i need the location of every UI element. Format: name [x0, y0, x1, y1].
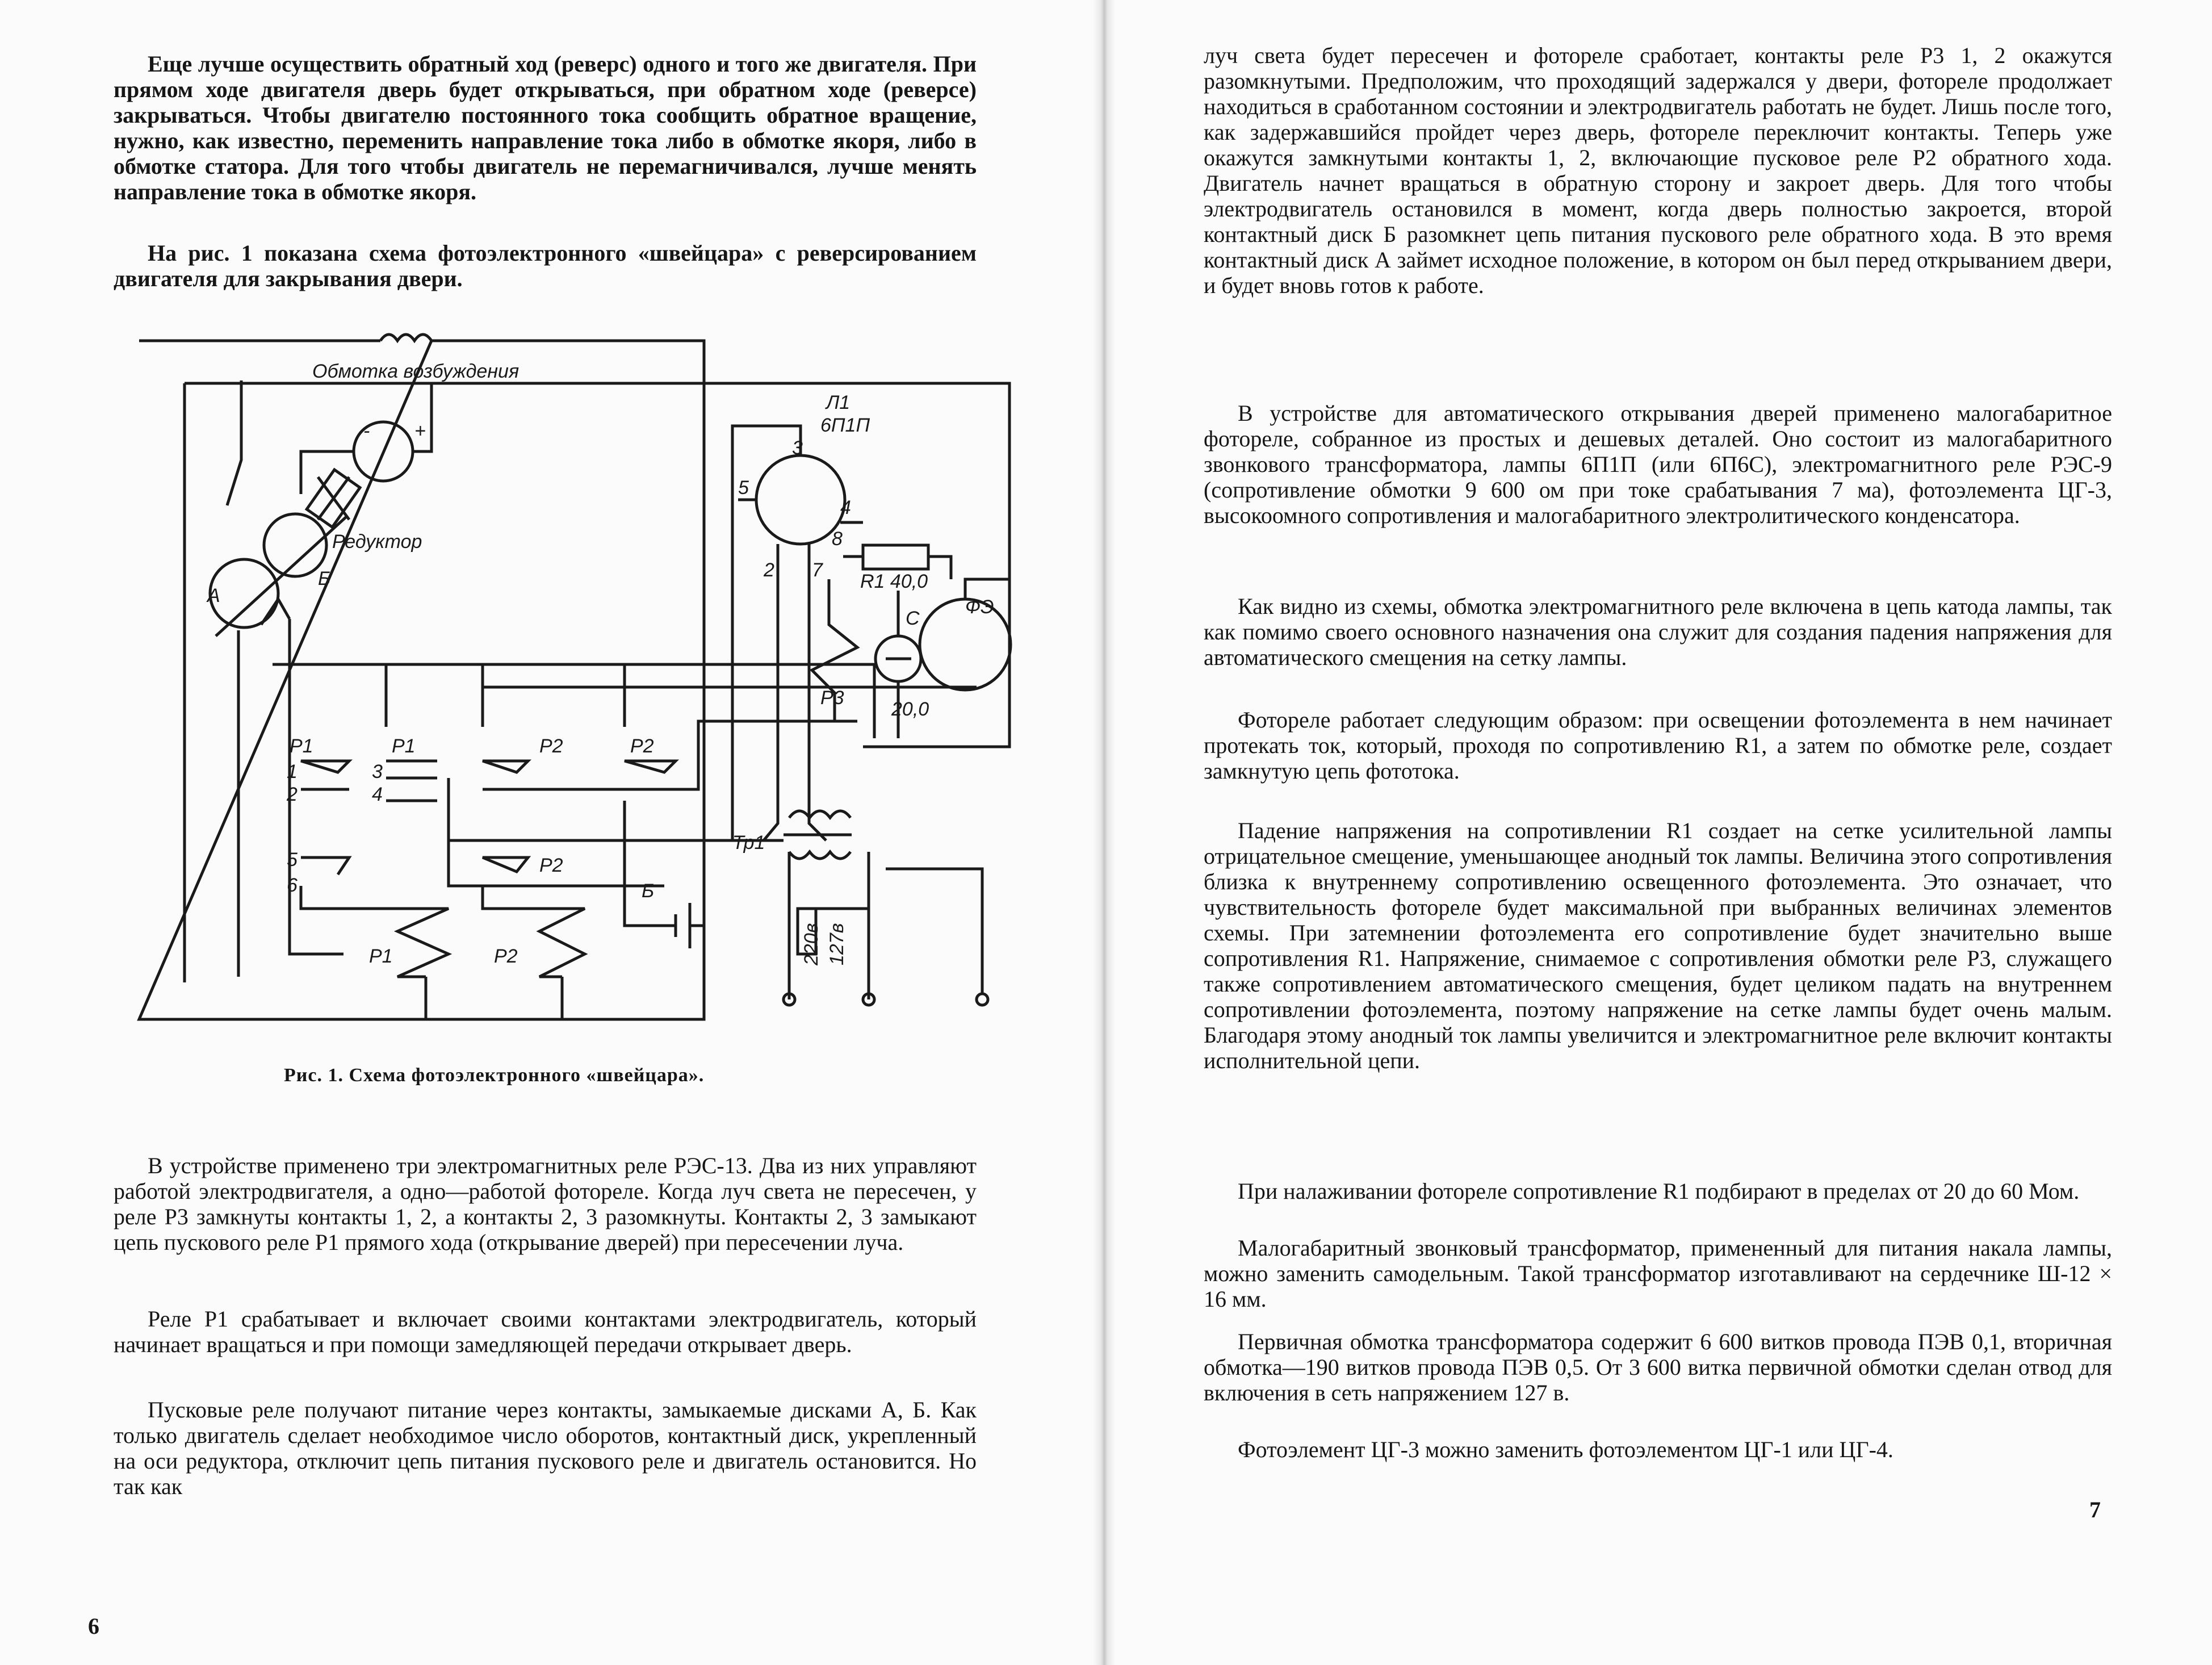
label-reducer: Редуктор	[332, 531, 422, 553]
right-paragraph-9: Фотоэлемент ЦГ-3 можно заменить фотоэлементом ЦГ-1 или ЦГ-4.	[1238, 1437, 1893, 1462]
label-p2-a: Р2	[539, 735, 563, 757]
label-disk-b: Б	[318, 568, 331, 589]
label-pin-4: 4	[840, 497, 851, 518]
label-motor-plus: +	[414, 420, 426, 442]
label-p1-coil: Р1	[369, 946, 393, 967]
figure-caption: Рис. 1. Схема фотоэлектронного «швейцара».	[284, 1065, 705, 1086]
left-paragraph-5: Пусковые реле получают питание через контакты, замыкаемые дисками А, Б. Как только двигатель сделает необходимое число оборотов, контактный диск, укрепленный на оси редуктора, отключит цепь питания пускового реле и двигатель остановится. Но так как	[114, 1397, 977, 1499]
label-p1-mid: Р1	[392, 735, 416, 757]
left-paragraph-2: На рис. 1 показана схема фотоэлектронного «швейцара» с реверсированием двигателя для закрывания двери.	[114, 240, 977, 291]
label-contact-2: 2	[287, 784, 298, 805]
label-battery-b: Б	[642, 880, 655, 902]
label-pin-2: 2	[764, 559, 774, 581]
label-127v: 127в	[826, 923, 848, 965]
label-lamp-type: 6П1П	[820, 415, 870, 436]
label-p2-coil: Р2	[494, 946, 518, 967]
label-contact-4: 4	[372, 784, 383, 805]
left-paragraph-3: В устройстве применено три электромагнитных реле РЭС-13. Два из них управляют работой электродвигателя, а одно—работой фотореле. Когда луч света не пересечен, у реле Р3 замкнуты контакты 1, 2, а контакты 2, 3 разомкнуты. Контакты 2, 3 замыкают цепь пускового реле Р1 прямого хода (открывание дверей) при пересечении луча.	[114, 1153, 977, 1255]
label-r3: Р3	[820, 687, 844, 709]
left-paragraph-1: Еще лучше осуществить обратный ход (реверс) одного и того же двигателя. При прямом ходе двигателя дверь будет открываться, при обратном ходе (реверсе) закрываться. Чтобы двигателю постоянного тока сообщить обратное вращение, нужно, как известно, переменить направление тока либо в обмотке якоря, либо в обмотке статора. Для того чтобы двигатель не перемагничивался, лучше менять направление тока в обмотке якоря.	[114, 51, 977, 204]
label-pin-8: 8	[832, 528, 843, 550]
left-paragraph-4: Реле Р1 срабатывает и включает своими контактами электродвигатель, который начинает вращаться и при помощи замедляющей передачи открывает дверь.	[114, 1306, 977, 1357]
label-pin-5: 5	[738, 477, 749, 499]
right-paragraph-1: луч света будет пересечен и фотореле сработает, контакты реле Р3 1, 2 окажутся разомкнутыми. Предположим, что проходящий задержался у двери, фотореле продолжает находиться в сработанном состоянии и электродвигатель работать не будет. Лишь после того, как задержавшийся пройдет через дверь, фотореле переключит контакты. Теперь уже окажутся замкнутыми контакты 1, 2, включающие пусковое реле Р2 обратного хода. Двигатель начнет вращаться в обратную сторону и закроет дверь. Для того чтобы электродвигатель остановился в момент, когда дверь полностью закроется, второй контактный диск Б разомкнет цепь питания пускового реле обратного хода. В это время контактный диск А займет исходное положение, в котором он был перед открыванием двери, и будет вновь готов к работе.	[1204, 43, 2112, 298]
right-paragraph-3: Как видно из схемы, обмотка электромагнитного реле включена в цепь катода лампы, так как помимо своего основного назначения она служит для создания падения напряжения для автоматического смещения на сетку лампы.	[1204, 593, 2112, 670]
label-pin-3: 3	[792, 437, 803, 459]
label-contact-1: 1	[287, 761, 298, 783]
page-number-left: 6	[88, 1613, 99, 1639]
label-p2-b: Р2	[630, 735, 654, 757]
label-field-winding: Обмотка возбуждения	[312, 361, 520, 382]
right-paragraph-7: Малогабаритный звонковый трансформатор, примененный для питания накала лампы, можно заменить самодельным. Такой трансформатор изготавливают на сердечнике Ш-12 × 16 мм.	[1204, 1235, 2112, 1312]
label-p2-c: Р2	[539, 855, 563, 876]
relay-schematic-figure	[131, 329, 1050, 1028]
left-page	[0, 0, 1101, 1665]
right-paragraph-2: В устройстве для автоматического открывания дверей применено малогабаритное фотореле, собранное из простых и дешевых деталей. Оно состоит из малогабаритного звонкового трансформатора, лампы 6П1П (или 6П6С), электромагнитного реле РЭС-9 (сопротивление обмотки 9 600 ом при токе срабатывания 7 ма), фотоэлемента ЦГ-3, высокоомного сопротивления и малогабаритного электролитического конденсатора.	[1204, 400, 2112, 528]
label-tr1: Тр1	[732, 832, 765, 854]
label-contact-6: 6	[287, 875, 298, 896]
right-paragraph-8: Первичная обмотка трансформатора содержит 6 600 витков провода ПЭВ 0,1, вторичная обмотка—190 витков провода ПЭВ 0,5. От 3 600 витка первичной обмотки сделан отвод для включения в сеть напряжением 127 в.	[1204, 1329, 2112, 1405]
label-photocell: ФЭ	[965, 596, 994, 618]
right-paragraph-6: При налаживании фотореле сопротивление R1 подбирают в пределах от 20 до 60 Мом.	[1238, 1178, 2080, 1204]
right-paragraph-5: Падение напряжения на сопротивлении R1 создает на сетке усилительной лампы отрицательное смещение, уменьшающее анодный ток лампы. Величина этого сопротивления близка к внутреннему сопротивлению освещенного фотоэлемента. Это означает, что чувствительность фотореле будет максимальной при выбранных величинах элементов схемы. При затемнении фотоэлемента его сопротивление будет значительно выше сопротивления R1. Напряжение, снимаемое с сопротивления обмотки реле Р3, служащего также сопротивлением автоматического смещения, будет целиком падать на внутреннем сопротивлении фотоэлемента, поэтому напряжение на сетке лампы будет очень малым. Благодаря этому анодный ток лампы увеличится и электромагнитное реле включит контакты исполнительной цепи.	[1204, 818, 2112, 1073]
label-p1-top: Р1	[290, 735, 313, 757]
label-motor-minus: -	[363, 420, 370, 442]
page-number-right: 7	[2089, 1497, 2101, 1522]
right-paragraph-4: Фотореле работает следующим образом: при освещении фотоэлемента в нем начинает протекать ток, который, проходя по сопротивлению R1, а затем по обмотке реле, создает замкнутую цепь фототока.	[1204, 707, 2112, 784]
label-r1: R1 40,0	[860, 571, 928, 592]
label-cap-value: 20,0	[891, 698, 929, 720]
label-220v: 220в	[801, 923, 822, 965]
label-pin-7: 7	[812, 559, 823, 581]
label-lamp: Л1	[826, 392, 851, 413]
label-contact-3: 3	[372, 761, 383, 783]
label-disk-a: А	[207, 585, 220, 606]
label-contact-5: 5	[287, 849, 298, 871]
label-c: С	[906, 608, 920, 629]
